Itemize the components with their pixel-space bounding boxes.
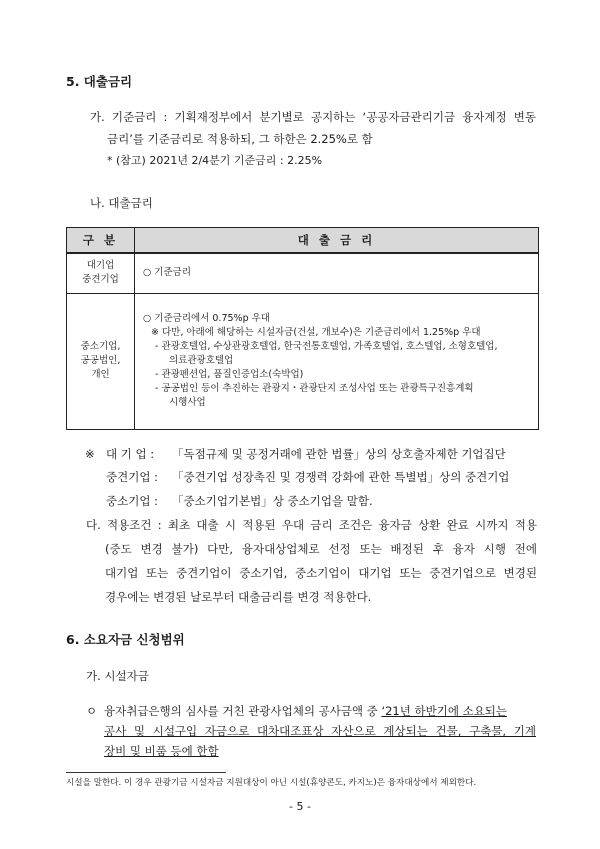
footnote: 시설을 말한다. 이 경우 관광기금 시설자금 지원대상이 아닌 시설(휴양콘도, 카지노)은 융자대상에서 제외한다.	[66, 778, 477, 788]
condition-line-4: 경우에는 변경된 날로부터 대출금리를 변경 적용한다.	[105, 590, 372, 604]
facility-item-line-3: 장비 및 비품 등에 한함	[104, 744, 219, 758]
note-small-label: 중소기업 :	[106, 494, 158, 508]
facility-item-line-2: 공사 및 시설구입 자금으로 대차대조표상 자산으로 계상되는 건물, 구축물, 기계	[104, 724, 536, 738]
note-small-text: 「중소기업기본법」상 중소기업을 말함.	[172, 494, 373, 508]
facility-item-line-1: 융자취급은행의 심사를 거친 관광사업체의 공사금액 중 ‘21년 하반기에 소요되는	[104, 704, 508, 718]
note-large-text: 「독점규제 및 공정거래에 관한 법률」상의 상호출자제한 기업집단	[172, 447, 506, 461]
base-rate-line-1: 가. 기준금리 : 기획재정부에서 분기별로 공지하는 ‘공공자금관리기금 융자계정 변동	[90, 110, 536, 124]
row-category-sme: 중소기업, 공공법인, 개인	[67, 293, 135, 429]
rate-line: 의료관광호텔업	[169, 355, 234, 366]
row-rate-large-mid: ○ 기준금리	[135, 253, 539, 293]
rate-line: - 관광펜션업, 품질인증업소(숙박업)	[155, 369, 304, 380]
note-mark: ※	[85, 447, 95, 461]
page-number: - 5 -	[289, 800, 311, 813]
condition-line-2: (중도 변경 불가) 다만, 융자대상업체로 선정 또는 배정된 후 융자 시행 전에	[105, 542, 537, 556]
row-category-large-mid: 대기업 중견기업	[67, 253, 135, 293]
footnote-divider	[66, 772, 226, 773]
rate-line: - 관광호텔업, 수상관광호텔업, 한국전통호텔업, 가족호텔업, 호스텔업, 소형호텔업,	[155, 341, 498, 352]
loan-rate-table	[66, 227, 539, 430]
row-rate-sme	[135, 293, 539, 429]
rate-line: ○ 기준금리에서 0.75%p 우대	[143, 313, 270, 324]
note-mid-label: 중견기업 :	[106, 470, 158, 484]
rate-line: ※ 다만, 아래에 해당하는 시설자금(건설, 개보수)은 기준금리에서 1.25%p 우대	[151, 327, 481, 338]
loan-rate-subtitle: 나. 대출금리	[90, 196, 153, 210]
table-row	[67, 253, 539, 293]
table-header-row	[67, 228, 539, 254]
condition-line-3: 대기업 또는 중견기업이 중소기업, 중소기업이 대기업 또는 중견기업으로 변경된	[105, 566, 537, 580]
condition-line-1: 다. 적용조건 : 최초 대출 시 적용된 우대 금리 조건은 융자금 상환 완료 시까지 적용	[86, 518, 537, 532]
note-mid-text: 「중견기업 성장촉진 및 경쟁력 강화에 관한 특별법」상의 중견기업	[172, 470, 510, 484]
section-6-title: 6. 소요자금 신청범위	[66, 632, 185, 647]
note-large-label: 대 기 업 :	[106, 447, 155, 461]
rate-line: 시행사업	[169, 397, 206, 408]
base-rate-reference-note: * (참고) 2021년 2/4분기 기준금리 : 2.25%	[107, 154, 323, 167]
section-5-title: 5. 대출금리	[66, 74, 133, 89]
bullet-mark: ㅇ	[86, 704, 98, 718]
rate-line: - 공공법인 등이 추진하는 관광지・관광단지 조성사업 또는 관광특구진흥계획	[155, 383, 474, 394]
facility-fund-subtitle: 가. 시설자금	[86, 669, 149, 683]
table-row	[67, 293, 539, 429]
header-category: 구 분	[67, 228, 135, 254]
base-rate-line-2: 금리’를 기준금리로 적용하되, 그 하한은 2.25%로 함	[107, 132, 373, 146]
header-rate: 대 출 금 리	[135, 228, 539, 254]
